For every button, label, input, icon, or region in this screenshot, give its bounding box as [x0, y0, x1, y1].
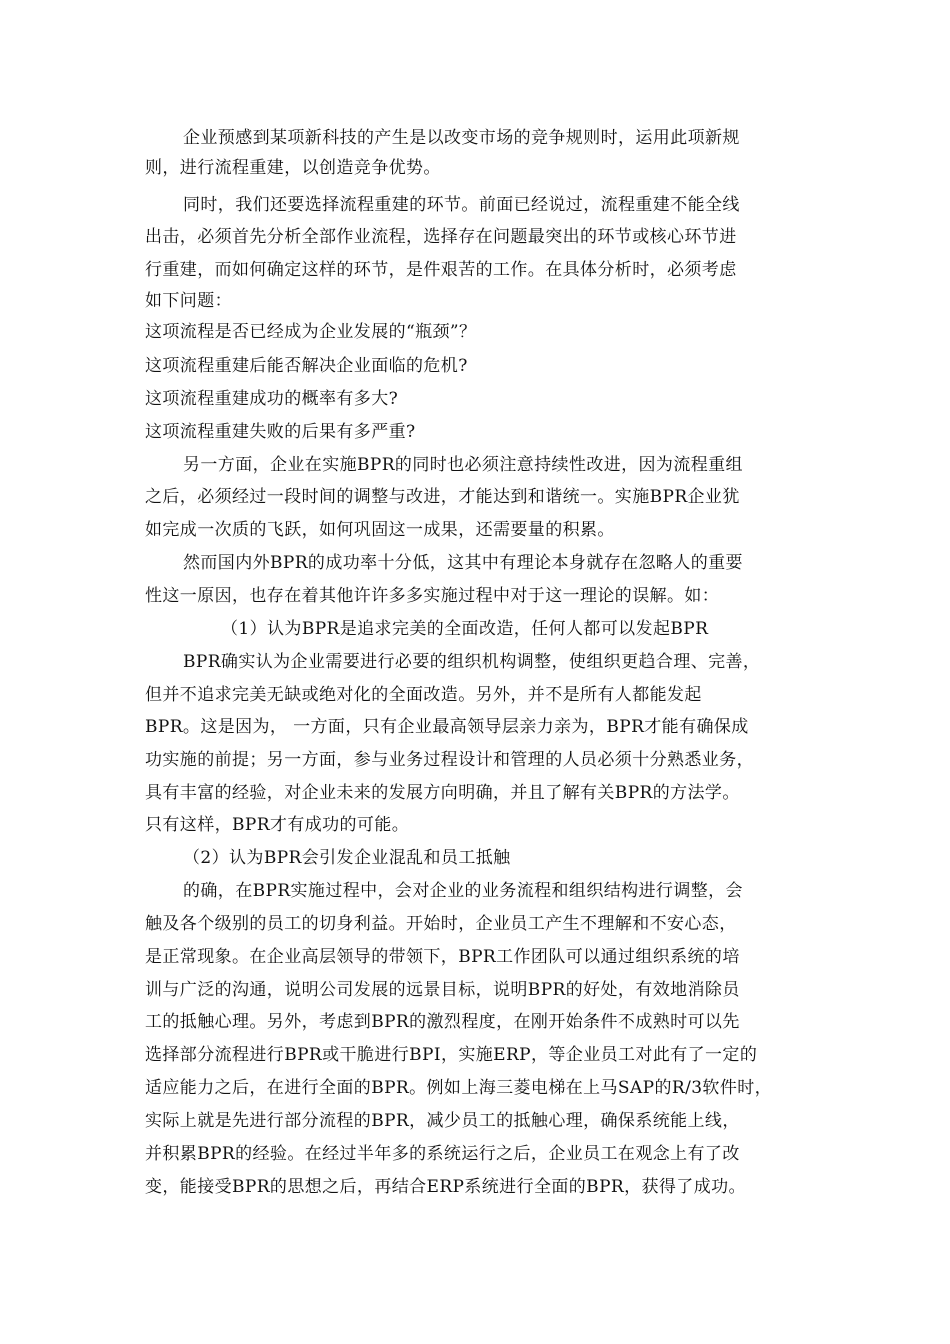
- text-line: 的确，在BPR实施过程中，会对企业的业务流程和组织结构进行调整，会: [183, 881, 743, 901]
- text-line: 这项流程重建后能否解决企业面临的危机?: [145, 356, 468, 376]
- text-line: 这项流程重建成功的概率有多大?: [145, 389, 399, 409]
- text-line: 训与广泛的沟通，说明公司发展的远景目标，说明BPR的好处，有效地消除员: [145, 980, 740, 1000]
- text-line: 并积累BPR的经验。在经过半年多的系统运行之后，企业员工在观念上有了改: [145, 1144, 740, 1164]
- text-line: 这项流程是否已经成为企业发展的“瓶颈”？: [145, 322, 477, 342]
- text-line: 行重建，而如何确定这样的环节，是件艰苦的工作。在具体分析时，必须考虑: [145, 260, 737, 280]
- text-line: 只有这样，BPR才有成功的可能。: [145, 815, 410, 835]
- text-line: 工的抵触心理。另外，考虑到BPR的激烈程度，在刚开始条件不成熟时可以先: [145, 1012, 740, 1032]
- text-line: （2）认为BPR会引发企业混乱和员工抵触: [183, 848, 511, 868]
- text-line: 之后，必须经过一段时间的调整与改进，才能达到和谐统一。实施BPR企业犹: [145, 487, 740, 507]
- text-line: （1）认为BPR是追求完美的全面改造，任何人都可以发起BPR: [221, 619, 709, 639]
- text-line: 则，进行流程重建，以创造竞争优势。: [145, 158, 441, 178]
- text-line: 适应能力之后，在进行全面的BPR。例如上海三菱电梯在上马SAP的R/3软件时，: [145, 1078, 773, 1098]
- text-line: 然而国内外BPR的成功率十分低，这其中有理论本身就存在忽略人的重要: [183, 553, 743, 573]
- text-line: 另一方面，企业在实施BPR的同时也必须注意持续性改进，因为流程重组: [183, 455, 743, 475]
- text-line: 触及各个级别的员工的切身利益。开始时，企业员工产生不理解和不安心态，: [145, 914, 737, 934]
- text-line: 但并不追求完美无缺或绝对化的全面改造。另外，并不是所有人都能发起: [145, 685, 702, 705]
- text-line: 具有丰富的经验，对企业未来的发展方向明确，并且了解有关BPR的方法学。: [145, 783, 740, 803]
- text-line: 性这一原因，也存在着其他许许多多实施过程中对于这一理论的误解。如：: [145, 586, 720, 606]
- text-line: 企业预感到某项新科技的产生是以改变市场的竞争规则时，运用此项新规: [183, 128, 740, 148]
- text-line: 同时，我们还要选择流程重建的环节。前面已经说过，流程重建不能全线: [183, 195, 740, 215]
- text-line: 是正常现象。在企业高层领导的带领下，BPR工作团队可以通过组织系统的培: [145, 947, 740, 967]
- text-line: 如完成一次质的飞跃，如何巩固这一成果，还需要量的积累。: [145, 520, 615, 540]
- text-line: 出击，必须首先分析全部作业流程，选择存在问题最突出的环节或核心环节进: [145, 227, 737, 247]
- text-line: 如下问题：: [145, 291, 232, 311]
- text-line: BPR确实认为企业需要进行必要的组织机构调整，使组织更趋合理、完善，: [183, 652, 761, 672]
- text-line: 变，能接受BPR的思想之后，再结合ERP系统进行全面的BPR，获得了成功。: [145, 1177, 746, 1197]
- text-line: 这项流程重建失败的后果有多严重?: [145, 422, 416, 442]
- text-line: BPR。这是因为， 一方面，只有企业最高领导层亲力亲为，BPR才能有确保成: [145, 717, 749, 737]
- text-line: 实际上就是先进行部分流程的BPR，减少员工的抵触心理，确保系统能上线，: [145, 1111, 740, 1131]
- text-line: 功实施的前提；另一方面，参与业务过程设计和管理的人员必须十分熟悉业务，: [145, 750, 754, 770]
- text-line: 选择部分流程进行BPR或干脆进行BPI，实施ERP，等企业员工对此有了一定的: [145, 1045, 758, 1065]
